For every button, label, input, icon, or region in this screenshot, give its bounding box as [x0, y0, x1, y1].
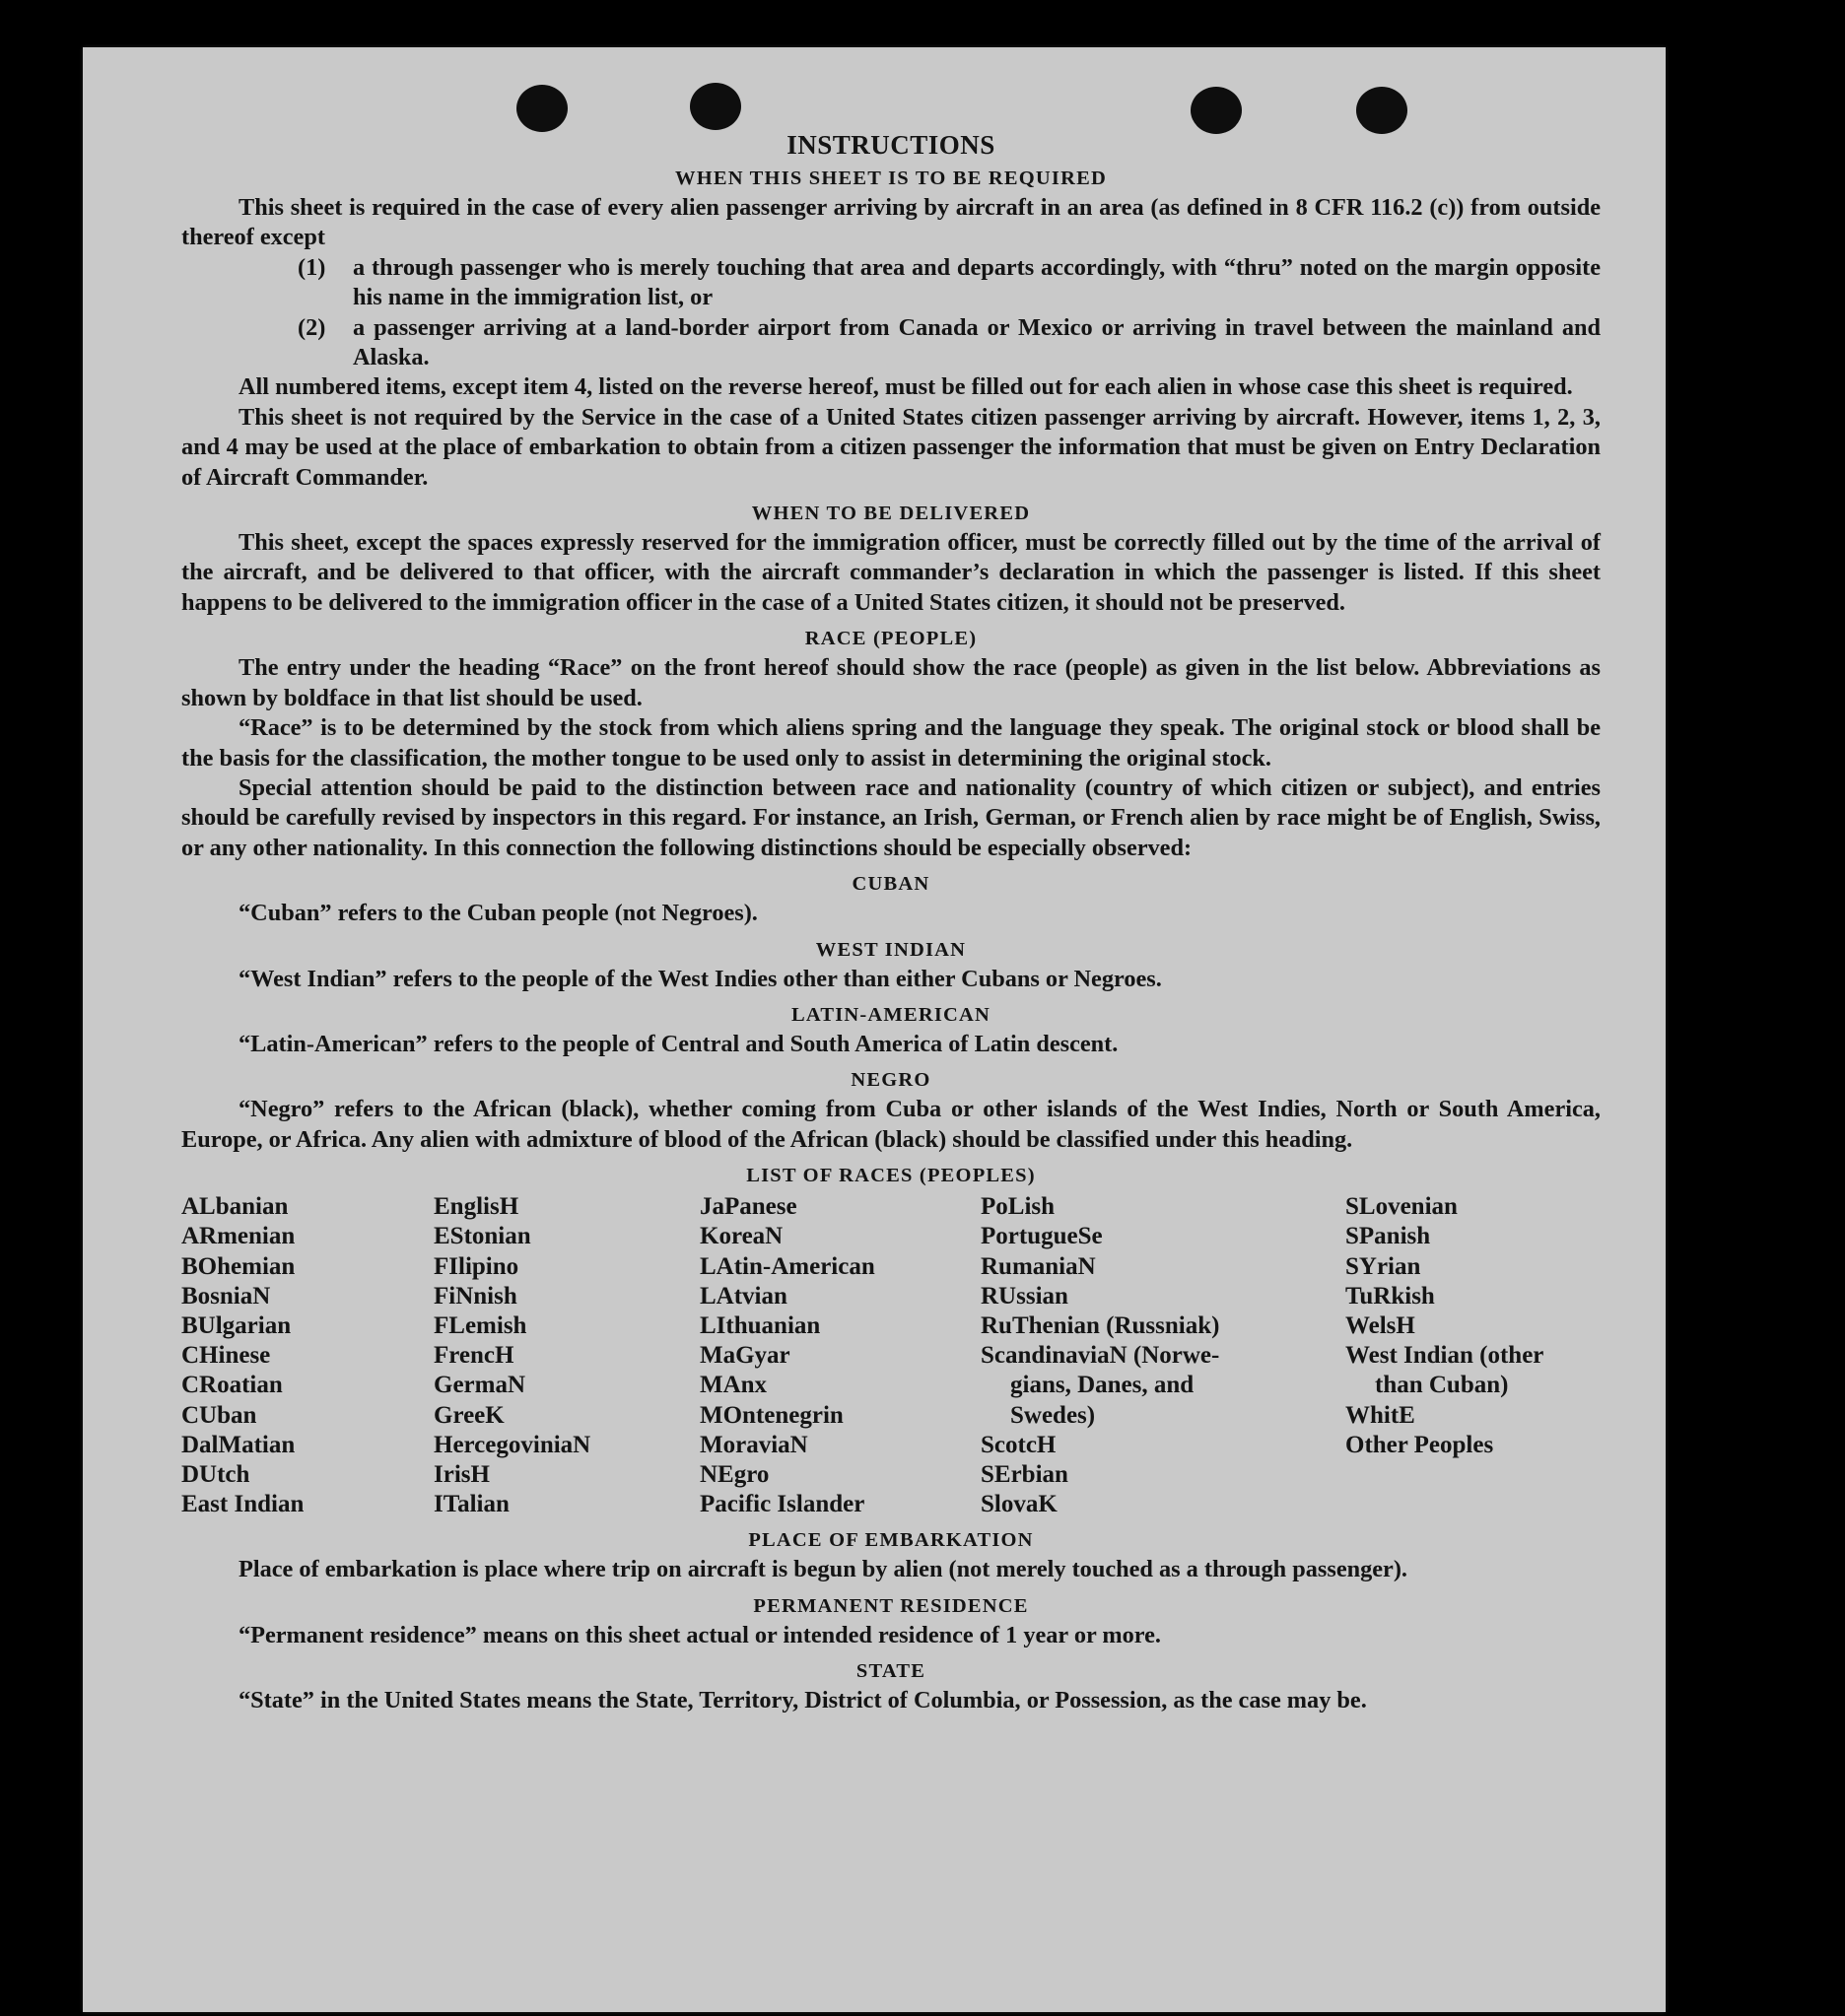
page-title: INSTRUCTIONS	[786, 130, 995, 160]
race-entry: FiNnish	[434, 1282, 517, 1310]
race-entry: EStonian	[434, 1223, 531, 1250]
instructions-text	[181, 128, 1601, 1716]
exception-number: (2)	[298, 313, 326, 341]
race-entry: FrencH	[434, 1342, 514, 1370]
race-entry: FLemish	[434, 1311, 527, 1339]
race-entry: SYrian	[1345, 1252, 1421, 1280]
paragraph-race-1: The entry under the heading “Race” on the front hereof should show the race (people) as given in the list below. Abbreviations as shown by boldface in that list should be used.	[181, 654, 1601, 711]
race-entry: JaPanese	[700, 1193, 797, 1221]
race-entry: RuThenian (Russniak)	[981, 1311, 1220, 1339]
race-entry: East Indian	[181, 1491, 305, 1518]
race-entry: BosniaN	[181, 1282, 271, 1310]
paragraph-required-3: This sheet is not required by the Service in the case of a United States citizen passenger arriving by aircraft. However, items 1, 2, 3, and 4 may be used at the place of embarkation to obtain from a citizen passenger the information that must be given on Entry Declaration of Aircraft Commander.	[181, 403, 1601, 491]
paragraph-required-1: This sheet is required in the case of every alien passenger arriving by aircraft in an area (as defined in 8 CFR 116.2 (c)) from outside thereof except	[181, 194, 1601, 251]
paragraph-state: “State” in the United States means the State, Territory, District of Columbia, or Possession, as the case may be.	[239, 1687, 1367, 1714]
paragraph-latin-american: “Latin-American” refers to the people of Central and South America of Latin descent.	[239, 1030, 1119, 1057]
punch-hole-2	[690, 83, 741, 130]
exception-item-2	[181, 313, 1601, 373]
race-column-4	[981, 1192, 1345, 1519]
race-entry: ScotcH	[981, 1431, 1057, 1458]
race-entry: CRoatian	[181, 1372, 283, 1399]
race-entry: SLovenian	[1345, 1193, 1458, 1221]
race-entry: KoreaN	[700, 1223, 784, 1250]
race-entry: ALbanian	[181, 1193, 289, 1221]
race-entry: PortugueSe	[981, 1223, 1103, 1250]
heading-when-delivered: WHEN TO BE DELIVERED	[751, 503, 1031, 525]
race-entry: BOhemian	[181, 1252, 296, 1280]
race-entry: WelsH	[1345, 1311, 1415, 1339]
race-entry: LIthuanian	[700, 1311, 821, 1339]
race-entry: IrisH	[434, 1460, 490, 1488]
heading-place-of-embarkation: PLACE OF EMBARKATION	[748, 1529, 1034, 1552]
race-entry: CHinese	[181, 1342, 271, 1370]
punch-hole-1	[516, 85, 568, 132]
heading-permanent-residence: PERMANENT RESIDENCE	[753, 1594, 1029, 1617]
race-entry: MOntenegrin	[700, 1401, 844, 1429]
race-entry: RumaniaN	[981, 1252, 1096, 1280]
race-column-1	[181, 1192, 434, 1519]
punch-hole-3	[1191, 87, 1242, 134]
exception-item-1	[181, 253, 1601, 313]
heading-when-required: WHEN THIS SHEET IS TO BE REQUIRED	[675, 168, 1107, 189]
race-entry: LAtvian	[700, 1282, 787, 1310]
paragraph-residence: “Permanent residence” means on this sheet actual or intended residence of 1 year or more.	[239, 1621, 1161, 1648]
document-sheet	[83, 47, 1666, 2012]
heading-state: STATE	[855, 1660, 926, 1683]
race-entry: FIlipino	[434, 1252, 519, 1280]
race-entry: SPanish	[1345, 1223, 1431, 1250]
heading-cuban: CUBAN	[852, 873, 930, 896]
punch-hole-4	[1356, 87, 1407, 134]
paragraph-west-indian: “West Indian” refers to the people of the West Indies other than either Cubans or Negroes.	[239, 965, 1162, 992]
race-entry: TuRkish	[1345, 1282, 1435, 1310]
race-entry: BUlgarian	[181, 1311, 292, 1339]
paragraph-required-2: All numbered items, except item 4, listed on the reverse hereof, must be filled out for each alien in whose case this sheet is required.	[239, 373, 1573, 401]
race-entry: ITalian	[434, 1491, 510, 1518]
race-entry-continuation: than Cuban)	[1375, 1372, 1509, 1399]
race-entry: West Indian (other	[1345, 1342, 1544, 1370]
heading-race: RACE (PEOPLE)	[804, 628, 978, 650]
race-entry: RUssian	[981, 1282, 1068, 1310]
race-column-2	[434, 1192, 700, 1519]
race-entry: CUban	[181, 1401, 257, 1429]
race-entry: Other Peoples	[1345, 1431, 1494, 1458]
race-entry: Pacific Islander	[700, 1491, 865, 1518]
paragraph-race-2: “Race” is to be determined by the stock from which aliens spring and the language they speak. The original stock or blood shall be the basis for the classification, the mother tongue to be used only to assist in determining the original stock.	[181, 714, 1601, 772]
race-entry-continuation: Swedes)	[1010, 1401, 1096, 1429]
race-entry: EnglisH	[434, 1193, 519, 1221]
race-entry: WhitE	[1345, 1401, 1415, 1429]
race-entry: NEgro	[700, 1460, 770, 1488]
race-entry: GreeK	[434, 1401, 505, 1429]
heading-negro: NEGRO	[851, 1069, 931, 1092]
paragraph-delivered: This sheet, except the spaces expressly reserved for the immigration officer, must be correctly filled out by the time of the arrival of the aircraft, and be delivered to that officer, with the aircraft commander’s declaration in which the passenger is listed. If this sheet happens to be delivered to the immigration officer in the case of a United States citizen, it should not be preserved.	[181, 529, 1601, 616]
race-entry: SlovaK	[981, 1491, 1058, 1518]
race-entry: DUtch	[181, 1460, 250, 1488]
race-entry: ARmenian	[181, 1223, 296, 1250]
race-entry: GermaN	[434, 1372, 526, 1399]
race-entry: MaGyar	[700, 1342, 790, 1370]
race-entry: ScandinaviaN (Norwe-	[981, 1342, 1220, 1370]
paragraph-negro: “Negro” refers to the African (black), whether coming from Cuba or other islands of the West Indies, North or South America, Europe, or Africa. Any alien with admixture of blood of the African (black) should be classified under this heading.	[181, 1096, 1601, 1153]
heading-list-of-races: LIST OF RACES (PEOPLES)	[746, 1165, 1036, 1187]
exception-text: a through passenger who is merely touching that area and departs accordingly, with “thru” noted on the margin opposite his name in the immigration list, or	[353, 253, 1601, 311]
race-column-3	[700, 1192, 981, 1519]
race-entry: MAnx	[700, 1372, 768, 1399]
race-entry: DalMatian	[181, 1431, 296, 1458]
race-column-5	[1345, 1192, 1601, 1519]
race-entry: MoraviaN	[700, 1431, 808, 1458]
paragraph-race-3: Special attention should be paid to the distinction between race and nationality (country of which citizen or subject), and entries should be carefully revised by inspectors in this regard. For instance, an Irish, German, or French alien by race might be of English, Swiss, or any other nationality. In this connection the following distinctions should be especially observed:	[181, 773, 1601, 861]
race-entry: SErbian	[981, 1460, 1068, 1488]
race-list	[181, 1192, 1601, 1519]
race-entry: PoLish	[981, 1193, 1056, 1221]
exception-number: (1)	[298, 253, 326, 281]
heading-west-indian: WEST INDIAN	[815, 938, 967, 961]
race-entry: LAtin-American	[700, 1252, 875, 1280]
exception-text: a passenger arriving at a land-border airport from Canada or Mexico or arriving in travel between the mainland and Alaska.	[353, 313, 1601, 371]
race-entry: HercegoviniaN	[434, 1431, 591, 1458]
paragraph-cuban: “Cuban” refers to the Cuban people (not Negroes).	[239, 900, 758, 927]
paragraph-embarkation: Place of embarkation is place where trip on aircraft is begun by alien (not merely touched as a through passenger).	[239, 1556, 1407, 1583]
race-entry-continuation: gians, Danes, and	[1010, 1372, 1195, 1399]
heading-latin-american: LATIN-AMERICAN	[790, 1003, 991, 1026]
